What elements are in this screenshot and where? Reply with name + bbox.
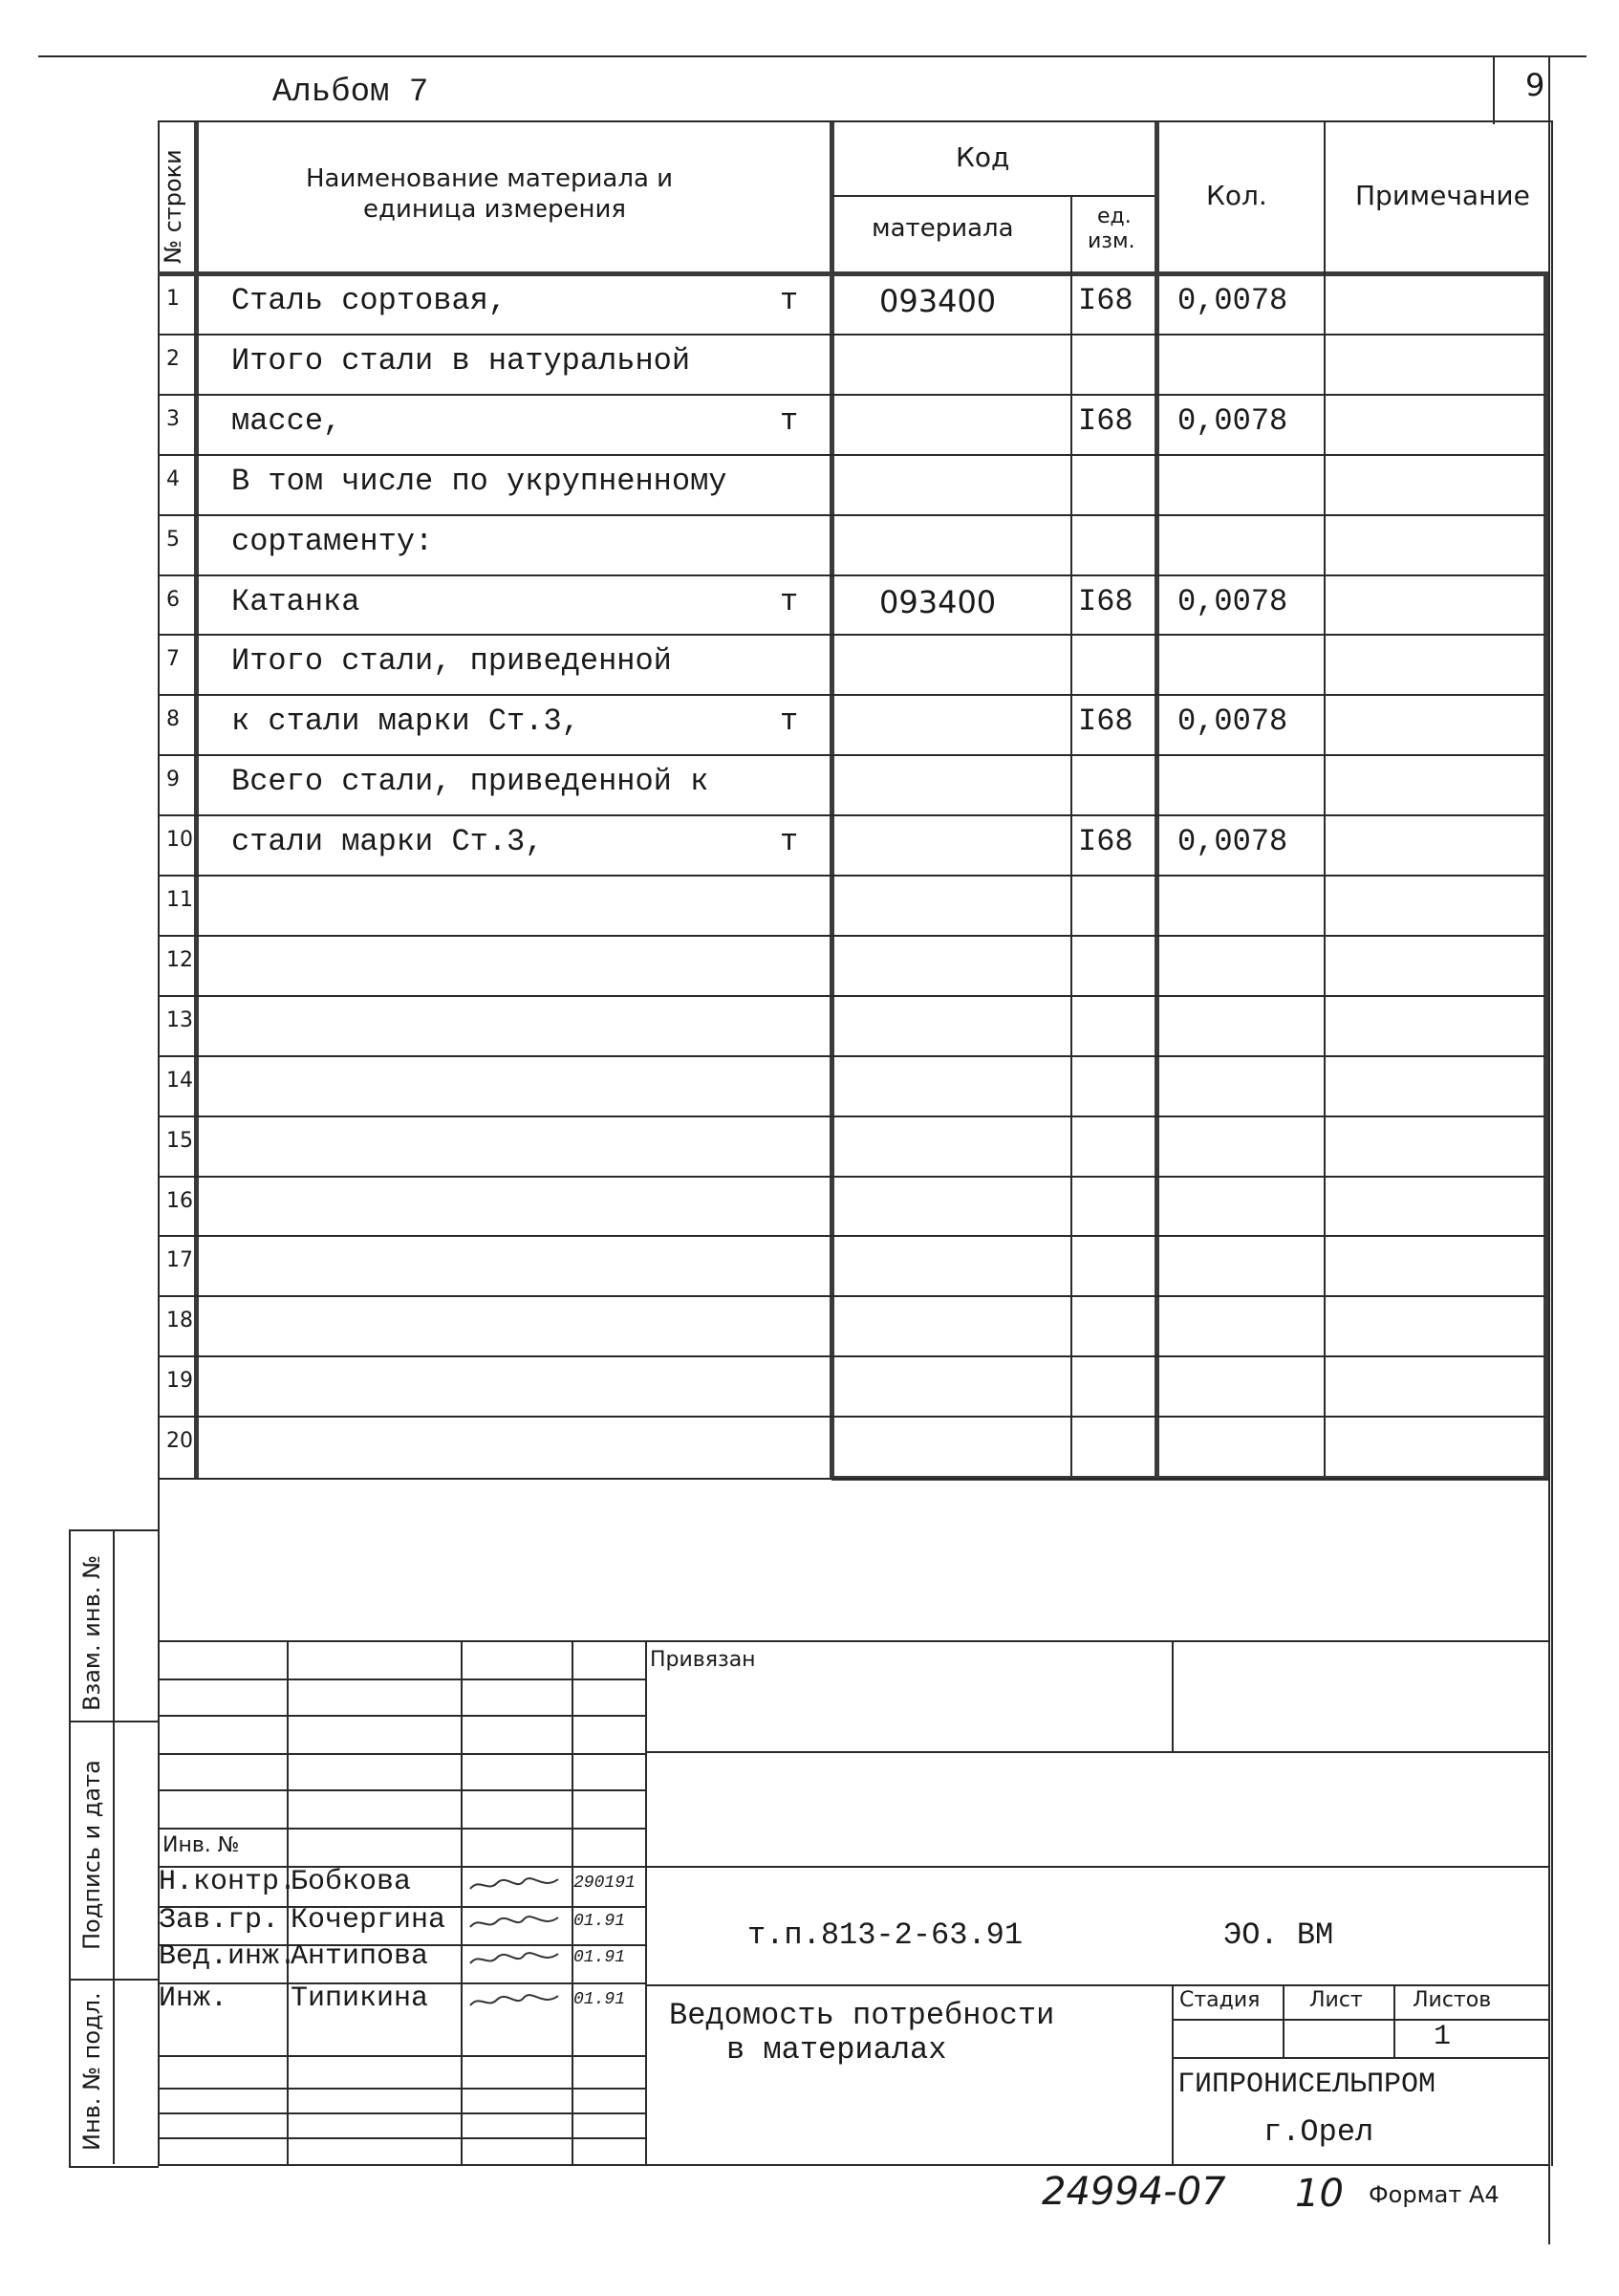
row-number: 8 [166,707,180,732]
stamp-org-line [1172,2057,1548,2059]
row-number: 11 [166,888,193,912]
side-divider-inner [113,1529,115,2164]
row-divider [158,1176,1545,1178]
row-number: 6 [166,587,180,612]
row-name: Катанка [231,583,360,619]
row-name: сортаменту: [231,523,434,559]
document-title-2: в материалах [726,2032,947,2068]
row-divider [158,394,1545,396]
row-divider [158,514,1545,516]
row-number: 18 [166,1309,193,1333]
signer-date: 01.91 [573,1990,626,2009]
row-number: 12 [166,947,193,972]
signer-role: Зав.гр. [159,1904,280,1937]
row-number: 2 [166,346,180,371]
row-divider [158,1416,1545,1418]
row-unit-code: I68 [1078,402,1133,439]
stamp-grid-5 [158,1828,645,1830]
stamp-grid-11 [158,2088,645,2090]
signer-name: Типикина [291,1982,429,2015]
row-quantity: 0,0078 [1177,704,1288,740]
col-header-unit-2: изм. [1088,229,1135,253]
col-header-material: материала [872,214,1014,243]
stamp-left-v4 [645,1640,647,2164]
col-header-name-1: Наименование материала и [306,164,674,193]
col-line-unit [1155,122,1159,1478]
copy-number: 10 [1295,2172,1344,2216]
code-sub-line [831,195,1155,197]
row-unit-code: I68 [1078,283,1133,318]
row-divider [158,1355,1545,1357]
stamp-grid-13 [158,2137,645,2139]
row-number: 7 [166,647,180,672]
stamp-left-v2 [461,1640,463,2164]
col-header-rowno: № строки [160,149,186,264]
row-unit-letter: т [780,824,799,860]
document-mark: ЭО. ВМ [1223,1917,1334,1953]
col-header-name-2: единица измерения [363,195,627,224]
row-number: 10 [166,828,193,853]
side-label-vzam: Взам. инв. № [78,1555,105,1711]
row-divider [158,454,1545,456]
row-divider [158,875,1545,877]
stamp-grid-4 [158,1789,645,1791]
row-name: Итого стали в натуральной [231,342,691,379]
stamp-stage-line [1172,2019,1548,2021]
side-label-inv: Инв. № подл. [78,1992,105,2151]
top-rule [38,55,1587,57]
handwritten-signature [466,1948,562,1971]
row-material-code: 093400 [879,583,997,620]
col-line-qty [1324,122,1326,1476]
row-unit-letter: т [780,283,799,318]
row-number: 20 [166,1429,193,1454]
row-quantity: 0,0078 [1177,402,1288,439]
row-unit-letter: т [780,704,799,740]
row-unit-code: I68 [1078,583,1133,619]
row-quantity: 0,0078 [1177,583,1288,619]
row-number: 17 [166,1248,193,1273]
row-number: 13 [166,1007,193,1032]
inv-no-label: Инв. № [162,1833,240,1857]
row-unit-letter: т [780,583,799,619]
document-title-1: Ведомость потребности [669,1998,1055,2033]
table-thin-bottom [158,1478,1548,1480]
row-divider [158,334,1545,336]
row-name: к стали марки Ст.3, [231,704,580,740]
row-divider [158,694,1545,696]
row-number: 14 [166,1068,193,1093]
row-name: Сталь сортовая, [231,283,507,318]
row-divider [158,1295,1545,1297]
handwritten-signature [466,1990,562,2013]
col-header-unit-1: ед. [1097,205,1132,228]
stamp-grid-1 [158,1679,645,1680]
row-divider [158,1055,1545,1057]
col-header-qty: Кол. [1206,180,1267,211]
signer-name: Антипова [291,1940,429,1973]
row-number: 15 [166,1128,193,1153]
row-quantity: 0,0078 [1177,283,1288,318]
row-number: 16 [166,1188,193,1213]
inventory-number: 24994-07 [1042,2170,1226,2214]
signer-role: Вед.инж. [159,1940,297,1973]
sheets-value: 1 [1434,2021,1452,2053]
form-frame [158,120,1553,2166]
row-divider [158,574,1545,576]
row-unit-letter: т [780,402,799,439]
row-number: 3 [166,406,180,431]
side-div-1 [69,1721,159,1722]
page-box-left [1493,55,1495,124]
row-divider [158,754,1545,756]
stamp-grid-2 [158,1715,645,1717]
row-material-code: 093400 [879,283,997,319]
col-line-material [1070,195,1072,1476]
row-divider [158,1116,1545,1117]
row-unit-code: I68 [1078,704,1133,740]
stamp-line-c [645,1984,1548,1986]
row-number: 19 [166,1369,193,1394]
side-div-2 [69,1979,159,1981]
sheet-label: Лист [1309,1988,1363,2012]
stamp-right-v1 [1172,1640,1174,1751]
row-number: 5 [166,527,180,552]
row-divider [158,814,1545,816]
row-name: массе, [231,402,342,439]
stamp-line-a [645,1751,1548,1753]
side-label-podpis: Подпись и дата [78,1760,105,1950]
header-bottom-line [158,271,1548,276]
row-quantity: 0,0078 [1177,824,1288,860]
row-divider [158,1235,1545,1237]
col-line-name [830,122,834,1478]
stamp-grid-10 [158,2055,645,2057]
document-code: т.п.813-2-63.91 [747,1917,1024,1953]
stamp-bottom-line [158,2164,1548,2166]
stamp-left-v3 [572,1640,573,2164]
signer-name: Бобкова [291,1866,412,1898]
stamp-right-v3 [1283,1984,1284,2057]
signer-role: Н.контр. [159,1866,297,1898]
stamp-right-v2 [1172,1984,1174,2164]
page-number: 9 [1525,67,1545,103]
signer-role: Инж. [159,1982,228,2015]
row-number: 4 [166,466,180,491]
row-number: 9 [166,768,180,792]
row-number: 1 [166,287,180,311]
row-divider [158,935,1545,937]
album-title: Альбом 7 [272,75,429,111]
col-header-code: Код [956,141,1010,173]
stamp-line-b [645,1866,1548,1868]
row-name: Итого стали, приведенной [231,643,672,680]
sheets-label: Листов [1413,1988,1492,2012]
stamp-top-line [158,1640,1548,1642]
row-name: Всего стали, приведенной к [231,764,709,800]
stamp-right-v4 [1393,1984,1395,2057]
row-divider [158,995,1545,997]
organization-city: г.Орел [1263,2114,1374,2150]
row-name: стали марки Ст.3, [231,824,544,860]
handwritten-signature [466,1912,562,1935]
organization-name: ГИПРОНИСЕЛЬПРОМ [1177,2069,1436,2101]
stamp-grid-3 [158,1753,645,1755]
signer-date: 01.91 [573,1948,626,1967]
row-unit-code: I68 [1078,824,1133,860]
format-label: Формат А4 [1369,2181,1500,2208]
handwritten-signature [466,1874,562,1896]
stage-label: Стадия [1179,1988,1261,2012]
row-name: В том числе по укрупненному [231,463,727,499]
privyazan-label: Привязан [650,1648,756,1672]
row-divider [158,634,1545,636]
stamp-grid-12 [158,2112,645,2114]
col-header-note: Примечание [1355,180,1530,211]
signer-date: 290191 [573,1874,636,1893]
signer-date: 01.91 [573,1912,626,1931]
signer-name: Кочергина [291,1904,446,1937]
stamp-left-v1 [287,1640,289,2164]
col-line-rowno [194,122,199,1478]
